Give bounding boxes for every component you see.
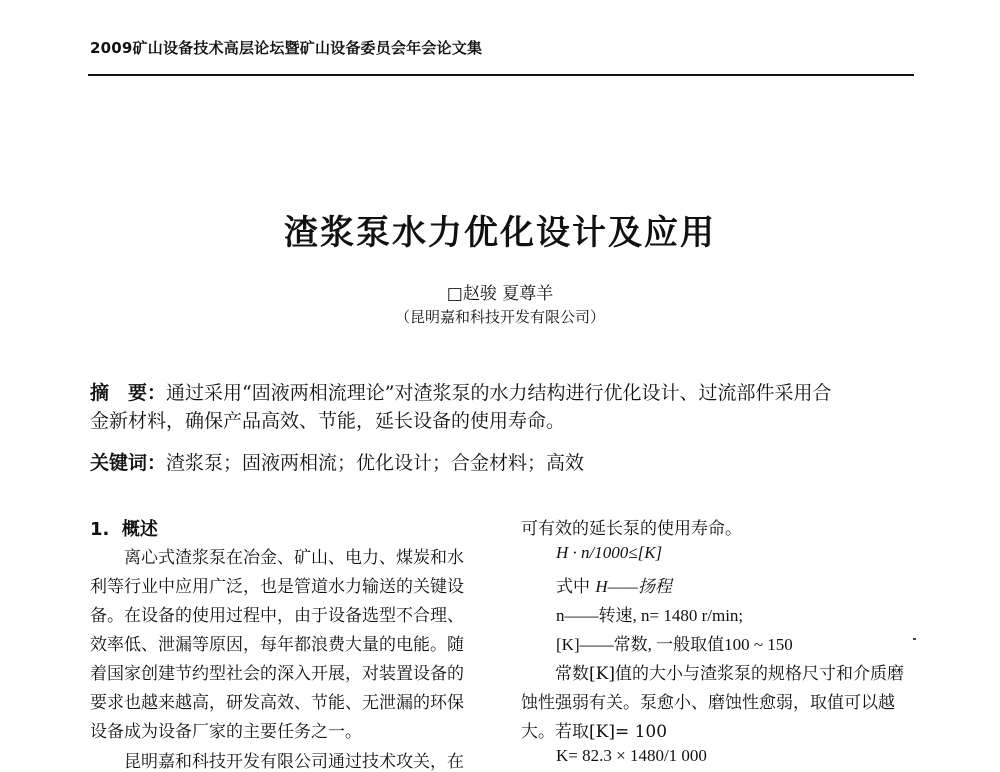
left-col-line: 效率低、泄漏等原因，每年都浪费大量的电能。随 [90,635,464,655]
left-col-line: 离心式渣浆泵在冶金、矿山、电力、煤炭和水 [90,548,464,568]
keywords-text: 渣浆泵；固液两相流；优化设计；合金材料；高效 [166,452,585,474]
abstract-line-2: 金新材料，确保产品高效、节能，延长设备的使用寿命。 [90,410,566,432]
abstract-label: 摘 要： [90,382,167,404]
h-definition: H——扬程 [595,577,672,596]
keywords-label: 关键词： [90,452,167,474]
n-definition: n——转速, n= 1480 r/min; [556,606,744,625]
keywords-line [90,448,584,475]
scan-artifact [913,638,916,640]
authors: □赵骏 夏尊羊 [446,284,554,304]
left-col-line: 要求也越来越高，研发高效、节能、无泄漏的环保 [90,693,464,713]
right-col-line: 大。若取[K]= 100 [521,722,668,742]
right-col-intro: 可有效的延长泵的使用寿命。 [521,519,742,539]
left-col-line: 昆明嘉和科技开发有限公司通过技术攻关，在 [90,752,464,772]
header-rule [88,74,914,76]
paper-title: 渣浆泵水力优化设计及应用 [284,213,716,253]
section-1-title: 概述 [121,519,158,540]
right-col-line: 蚀性强弱有关。泵愈小、磨蚀性愈弱，取值可以越 [521,693,895,713]
where-line [556,572,672,597]
k-definition: [K]——常数, 一般取值100 ~ 150 [556,635,793,654]
formula: H · n/1000≤[K] [556,543,663,562]
abstract-text-1: 通过采用“固液两相流理论”对渣浆泵的水力结构进行优化设计、过流部件采用合 [166,382,832,404]
where-prefix: 式中 [556,577,596,597]
section-1-number: 1. [90,519,110,540]
right-col-line: 常数[K]值的大小与渣浆泵的规格尺寸和介质磨 [521,664,904,684]
abstract-line-1 [90,378,831,405]
k-calculation: K= 82.3 × 1480/1 000 [556,746,707,765]
left-col-line: 着国家创建节约型社会的深入开展，对装置设备的 [90,664,464,684]
left-col-line: 设备成为设备厂家的主要任务之一。 [90,722,362,742]
affiliation: （昆明嘉和科技开发有限公司） [394,308,605,326]
left-col-line: 利等行业中应用广泛，也是管道水力输送的关键设 [90,577,464,597]
journal-header: 2009矿山设备技术高层论坛暨矿山设备委员会年会论文集 [90,39,483,57]
section-1-heading [90,515,158,541]
left-col-line: 备。在设备的使用过程中，由于设备选型不合理、 [90,606,464,626]
